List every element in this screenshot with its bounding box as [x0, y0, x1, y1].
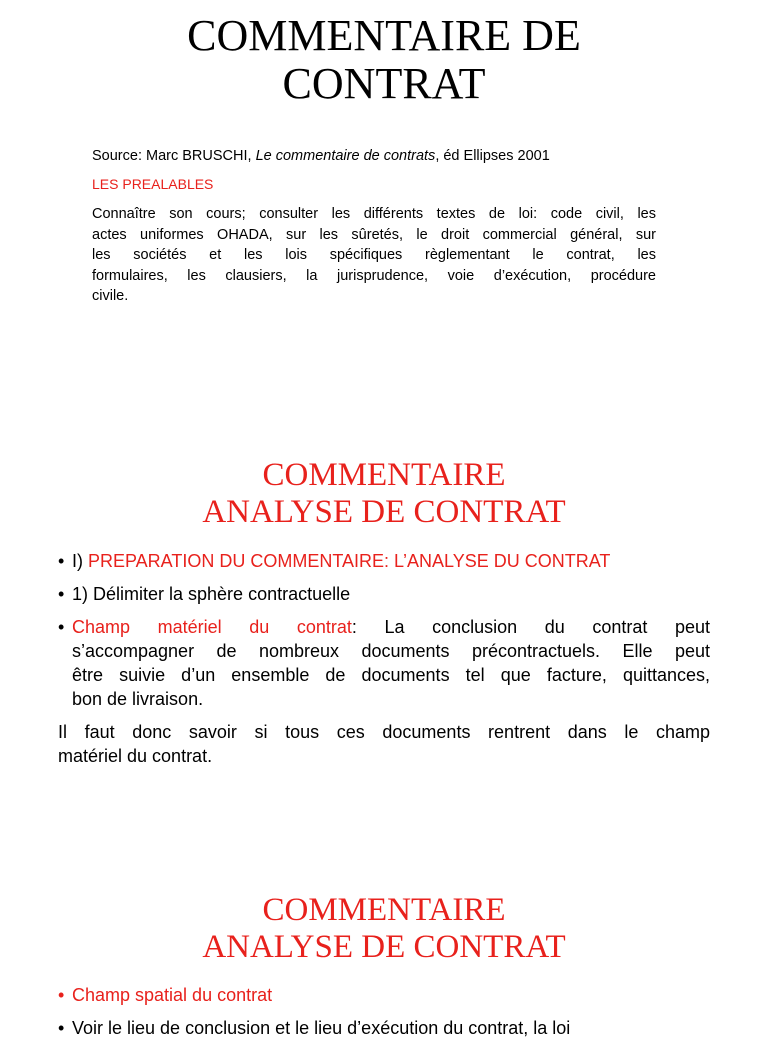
bullet-prefix: I): [72, 551, 88, 571]
bullet-heading-red: Champ spatial du contrat: [72, 985, 273, 1005]
slide-1-title-line-1: COMMENTAIRE DE: [187, 11, 581, 60]
bullet-dot-icon: [58, 615, 64, 639]
bullet-line: s’accompagner de nombreux documents précontractuels. Elle peut: [72, 641, 710, 661]
bullet-item: [58, 582, 710, 606]
slide-2: [0, 420, 768, 840]
bullet-dot-icon: [58, 549, 64, 573]
slide-1-title-line-2: CONTRAT: [282, 59, 486, 108]
bullet-dot-icon: [58, 582, 64, 606]
bullet-line-text: : La conclusion du contrat peut: [351, 617, 710, 637]
bullet-line: [72, 615, 710, 639]
slide-2-title-line-2: ANALYSE DE CONTRAT: [202, 494, 566, 530]
source-book-title: Le commentaire de contrats: [255, 148, 436, 164]
slide-3-title-line-2: ANALYSE DE CONTRAT: [202, 929, 566, 965]
bullet-line: être suivie d’un ensemble de documents tel que facture, quittances,: [72, 665, 710, 685]
paragraph-line: les sociétés et les lois spécifiques règlementant le contrat, les: [92, 247, 656, 263]
bullet-item: [58, 549, 710, 573]
bullet-term-red: Champ matériel du contrat: [72, 617, 352, 637]
bullet-dot-icon: [58, 1016, 64, 1040]
slide-3-title-line-1: COMMENTAIRE: [262, 892, 506, 928]
slide-1-title: [0, 12, 768, 108]
paragraph-line: Connaître son cours; consulter les différents textes de loi: code civil, les: [92, 206, 656, 222]
bullet-heading-red: PREPARATION DU COMMENTAIRE: L’ANALYSE DU CONTRAT: [88, 551, 611, 571]
slide-3-title: [0, 892, 768, 966]
bullet-item: [58, 615, 710, 711]
prealables-heading: LES PREALABLES: [92, 176, 214, 192]
bullet-dot-icon: [58, 983, 64, 1007]
paragraph-line: matériel du contrat.: [58, 746, 213, 766]
source-citation: [92, 146, 656, 167]
paragraph-line: formulaires, les clausiers, la jurisprudence, voie d’exécution, procédure: [92, 267, 656, 284]
slide-2-paragraph: [58, 720, 710, 768]
slide-1: [0, 0, 768, 410]
bullet-text: 1) Délimiter la sphère contractuelle: [72, 584, 351, 604]
source-prefix: Source: Marc BRUSCHI,: [92, 148, 256, 164]
paragraph-line: Il faut donc savoir si tous ces documents rentrent dans le champ: [58, 722, 710, 742]
bullet-item: [58, 983, 710, 1007]
bullet-text: Voir le lieu de conclusion et le lieu d’exécution du contrat, la loi: [72, 1018, 571, 1038]
prealables-paragraph: [92, 204, 656, 307]
slide-3: [0, 850, 768, 1038]
bullet-line: bon de livraison.: [72, 689, 204, 709]
paragraph-line: civile.: [92, 288, 129, 304]
slide-2-title-line-1: COMMENTAIRE: [262, 457, 506, 493]
bullet-item: [58, 1016, 710, 1040]
slide-2-bullet-list: [58, 549, 710, 768]
paragraph-line: actes uniformes OHADA, sur les sûretés, le droit commercial général, sur: [92, 226, 656, 243]
slide-3-bullet-list: [58, 983, 710, 1049]
source-suffix: , éd Ellipses 2001: [435, 148, 550, 164]
slide-2-title: [0, 457, 768, 531]
